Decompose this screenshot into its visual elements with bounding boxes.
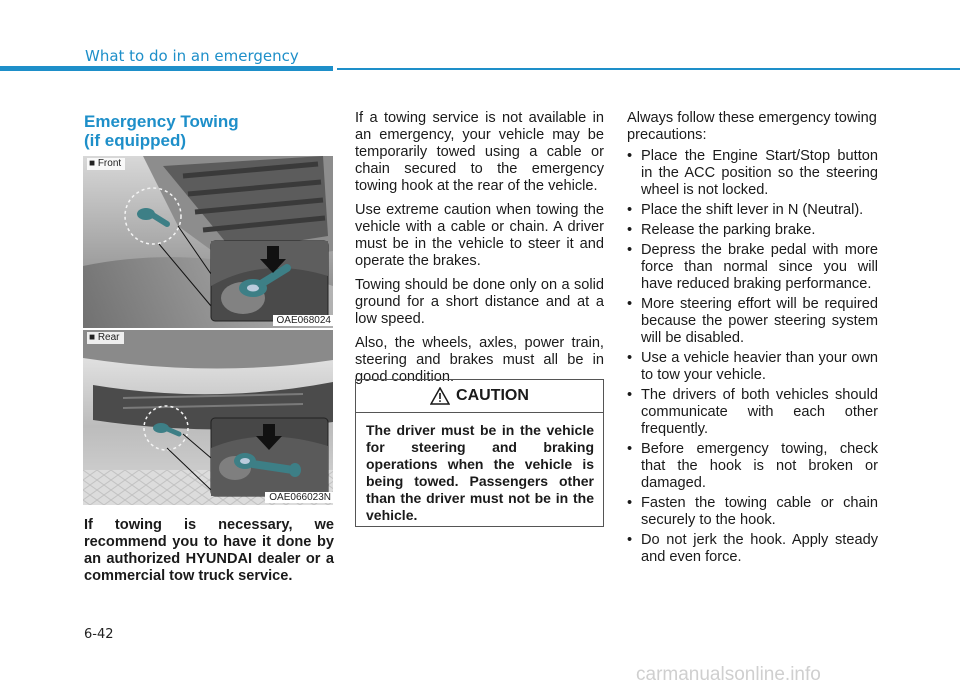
front-figure-label: ■ Front [87, 158, 125, 170]
towing-precautions [627, 110, 878, 569]
caution-header [356, 380, 603, 413]
bullet-icon: • [627, 350, 633, 366]
rear-figure-label: ■ Rear [87, 332, 124, 344]
list-item: • Release the parking brake. [627, 222, 816, 238]
towing-instructions [355, 110, 604, 393]
front-figure-code: OAE068024 [273, 315, 334, 326]
list-item: • Fasten the towing cable or chain securely to the hook. [627, 495, 878, 528]
caution-title: CAUTION [456, 387, 529, 404]
paragraph: If a towing service is not available in an emergency, your vehicle may be temporarily towed using a cable or chain secured to the emergency towing hook at the rear of the vehicle. [355, 110, 604, 194]
bullet-icon: • [627, 387, 633, 403]
page-title [84, 112, 334, 150]
bullet-icon: • [627, 242, 633, 258]
list-item: • More steering effort will be required because the power steering system will be disabled. [627, 296, 878, 346]
front-bumper-illustration [83, 156, 333, 328]
title-line-2: (if equipped) [84, 131, 186, 150]
towing-recommendation: If towing is necessary, we recommend you to have it done by an authorized HYUNDAI dealer or a commercial tow truck service. [84, 517, 334, 584]
title-line-1: Emergency Towing [84, 112, 239, 131]
list-item: • Before emergency towing, check that the hook is not broken or damaged. [627, 441, 878, 491]
bullet-icon: • [627, 202, 633, 218]
front-tow-hook-figure [83, 156, 333, 328]
paragraph: Use extreme caution when towing the vehicle with a cable or chain. A driver must be in the vehicle to steer it and operate the brakes. [355, 202, 604, 269]
bullet-icon: • [627, 148, 633, 164]
precautions-lead: Always follow these emergency towing precautions: [627, 110, 877, 143]
bullet-icon: • [627, 532, 633, 548]
list-item: • Depress the brake pedal with more force than normal since you will have reduced braking performance. [627, 242, 878, 292]
bullet-icon: • [627, 495, 633, 511]
bullet-icon: • [627, 441, 633, 457]
paragraph: Also, the wheels, axles, power train, steering and brakes must all be in good condition. [355, 335, 604, 385]
header-accent-bar [0, 66, 333, 71]
list-item: • Place the Engine Start/Stop button in the ACC position so the steering wheel is not locked. [627, 148, 878, 198]
list-item: • The drivers of both vehicles should communicate with each other frequently. [627, 387, 878, 437]
caution-text: The driver must be in the vehicle for steering and braking operations when the vehicle is being towed. Passengers other than the driver must not be in the vehicle. [366, 422, 594, 523]
page-number: 6-42 [84, 627, 114, 642]
list-item: • Do not jerk the hook. Apply steady and even force. [627, 532, 878, 565]
rear-tow-hook-figure [83, 330, 333, 505]
caution-box [355, 379, 604, 527]
rear-figure-code: OAE066023N [265, 492, 333, 503]
rear-bumper-illustration [83, 330, 333, 505]
watermark: carmanualsonline.info [636, 664, 821, 685]
list-item: • Use a vehicle heavier than your own to tow your vehicle. [627, 350, 878, 383]
section-header: What to do in an emergency [85, 47, 299, 65]
warning-triangle-icon [430, 387, 450, 405]
header-rule [337, 68, 960, 70]
precautions-list [627, 148, 878, 566]
bullet-icon: • [627, 296, 633, 312]
paragraph: Towing should be done only on a solid ground for a short distance and at a low speed. [355, 277, 604, 327]
bullet-icon: • [627, 222, 633, 238]
list-item: • Place the shift lever in N (Neutral). [627, 202, 864, 218]
